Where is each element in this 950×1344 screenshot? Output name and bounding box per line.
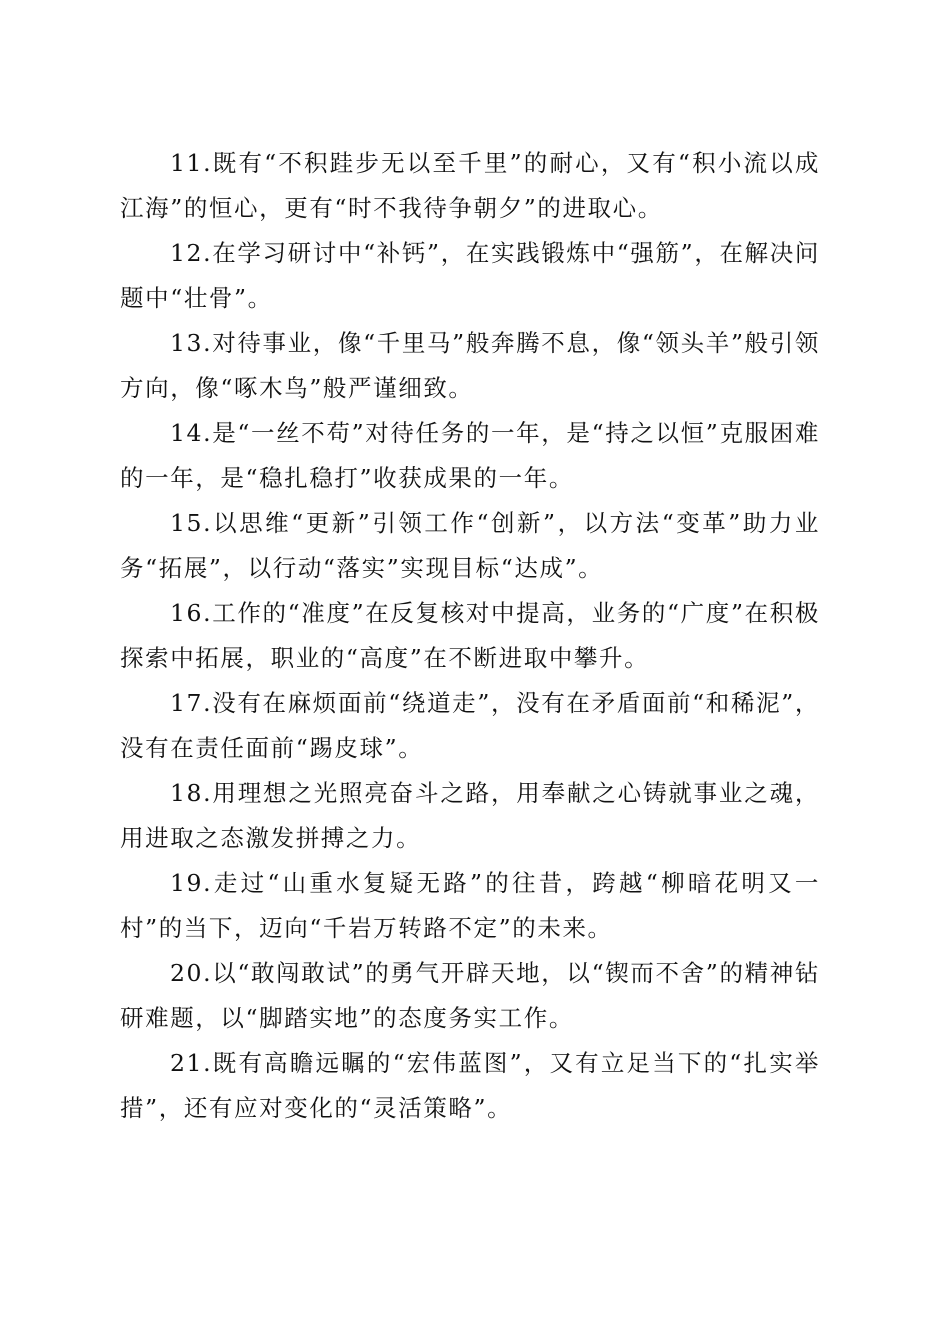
paragraph-item-14: 14.是“一丝不苟”对待任务的一年，是“持之以恒”克服困难的一年，是“稳扎稳打”收获成果的一年。 (120, 419, 820, 492)
paragraph-item-13: 13.对待事业，像“千里马”般奔腾不息，像“领头羊”般引领方向，像“啄木鸟”般严谨细致。 (120, 329, 820, 402)
paragraph-item-11: 11.既有“不积跬步无以至千里”的耐心，又有“积小流以成江海”的恒心，更有“时不我待争朝夕”的进取心。 (120, 149, 820, 222)
paragraph-item-16: 16.工作的“准度”在反复核对中提高，业务的“广度”在积极探索中拓展，职业的“高度”在不断进取中攀升。 (120, 599, 820, 672)
paragraph-item-15: 15.以思维“更新”引领工作“创新”，以方法“变革”助力业务“拓展”，以行动“落实”实现目标“达成”。 (120, 509, 820, 582)
paragraph-item-20: 20.以“敢闯敢试”的勇气开辟天地，以“锲而不舍”的精神钻研难题，以“脚踏实地”的态度务实工作。 (120, 959, 820, 1032)
paragraph-item-12: 12.在学习研讨中“补钙”，在实践锻炼中“强筋”，在解决问题中“壮骨”。 (120, 239, 820, 312)
paragraph-item-17: 17.没有在麻烦面前“绕道走”，没有在矛盾面前“和稀泥”，没有在责任面前“踢皮球”。 (120, 689, 820, 762)
paragraph-item-18: 18.用理想之光照亮奋斗之路，用奉献之心铸就事业之魂，用进取之态激发拼搏之力。 (120, 779, 820, 852)
document-body (120, 141, 820, 1131)
paragraph-item-19: 19.走过“山重水复疑无路”的往昔，跨越“柳暗花明又一村”的当下，迈向“千岩万转路不定”的未来。 (120, 869, 820, 942)
paragraph-item-21: 21.既有高瞻远瞩的“宏伟蓝图”，又有立足当下的“扎实举措”，还有应对变化的“灵活策略”。 (120, 1049, 820, 1122)
